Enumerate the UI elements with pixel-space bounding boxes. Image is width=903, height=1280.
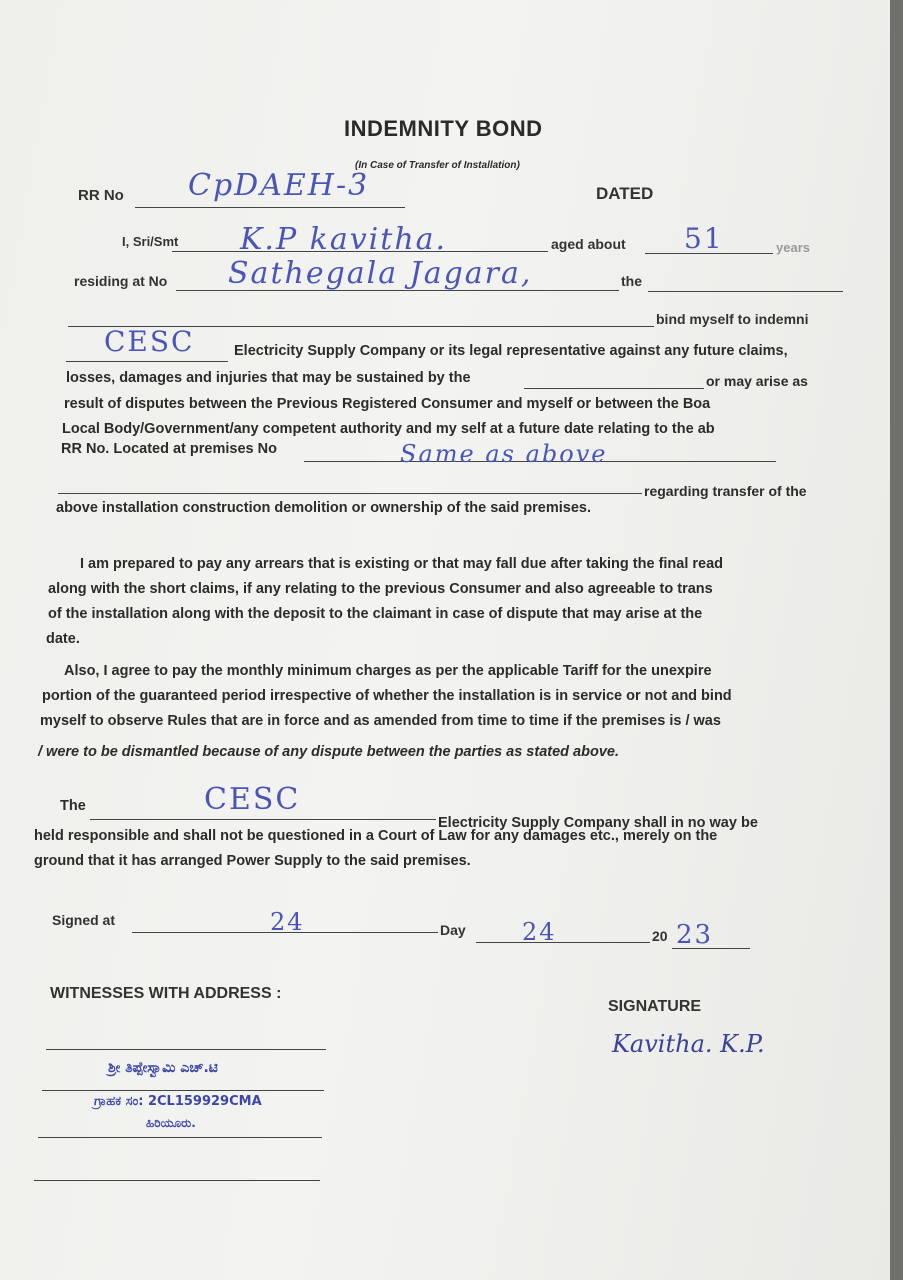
para1-blank — [524, 388, 704, 389]
page-subtitle: (In Case of Transfer of Installation) — [355, 160, 520, 171]
residing-value: Sathegala Jagara, — [228, 256, 533, 291]
para1-line5: RR No. Located at premises No — [61, 441, 277, 457]
para3-line1: Also, I agree to pay the monthly minimum charges as per the applicable Tariff for the unexpire — [64, 663, 712, 679]
para3-line3: myself to observe Rules that are in force and as amended from time to time if the premises is / was — [40, 713, 721, 729]
day-line — [476, 942, 650, 943]
bind-label: bind myself to indemni — [656, 311, 809, 327]
blank-line-2 — [58, 493, 642, 494]
rr-no-label: RR No — [78, 187, 124, 204]
witness-line-1 — [46, 1049, 326, 1050]
para2-line3: of the installation along with the deposit to the claimant in case of dispute that may arise at the — [48, 606, 703, 622]
company-line-2 — [90, 819, 436, 820]
para1-line3: result of disputes between the Previous Registered Consumer and myself or between the Boa — [64, 396, 711, 412]
year-prefix: 20 — [652, 928, 668, 944]
para1-line4: Local Body/Government/any competent authority and my self at a future date relating to the ab — [62, 421, 715, 437]
rr-no-line — [135, 207, 405, 208]
name-label: I, Sri/Smt — [122, 234, 179, 249]
witness-stamp-place: ಹಿರಿಯೂರು. — [146, 1116, 196, 1130]
company-value-2: CESC — [204, 782, 301, 817]
day-label: Day — [440, 922, 466, 938]
years-label: years — [776, 240, 810, 255]
para1-line2b: or may arise as — [706, 373, 808, 389]
para3-line4: / were to be dismantled because of any dispute between the parties as stated above. — [38, 744, 619, 760]
page-title: INDEMNITY BOND — [344, 116, 543, 141]
signed-at-value: 24 — [270, 908, 305, 936]
para4-line1: Electricity Supply Company shall in no way be — [438, 815, 758, 831]
para1-line7: above installation construction demolition or ownership of the said premises. — [56, 500, 591, 516]
signature-value: Kavitha. K.P. — [612, 1030, 765, 1058]
signature-heading: SIGNATURE — [608, 998, 702, 1015]
company-value-1: CESC — [104, 325, 195, 358]
witnesses-heading: WITNESSES WITH ADDRESS : — [50, 985, 282, 1002]
witness-line-2 — [42, 1090, 324, 1091]
age-value: 51 — [684, 222, 724, 255]
witness-stamp-name: ಶ್ರೀ ತಿಪ್ಪೇಸ್ವಾಮಿ ಎಚ್.ಟಿ — [108, 1060, 218, 1076]
para2-line2: along with the short claims, if any relating to the previous Consumer and also agreeable to trans — [48, 581, 713, 597]
para1-line2a: losses, damages and injuries that may be sustained by the — [66, 370, 471, 386]
signed-at-label: Signed at — [52, 912, 116, 928]
the-line — [648, 291, 843, 292]
para1-line6: regarding transfer of the — [644, 483, 807, 499]
dated-label: DATED — [596, 184, 654, 203]
para3-line2: portion of the guaranteed period irrespective of whether the installation is in service or not and bind — [42, 688, 732, 704]
para4-line2: held responsible and shall not be questioned in a Court of Law for any damages etc., merely on the — [34, 828, 718, 844]
para1-line1: Electricity Supply Company or its legal representative against any future claims, — [234, 343, 788, 359]
witness-stamp-id: ಗ್ರಾಹಕ ಸಂ: 2CL159929CMA — [94, 1094, 262, 1109]
aged-label: aged about — [551, 236, 626, 252]
para2-line1: I am prepared to pay any arrears that is existing or that may fall due after taking the final read — [80, 556, 724, 572]
year-value: 23 — [676, 920, 714, 950]
para2-line4: date. — [46, 631, 80, 647]
para4-the-label: The — [60, 798, 86, 814]
residing-label: residing at No — [74, 273, 168, 289]
para4-line3: ground that it has arranged Power Supply to the said premises. — [34, 853, 471, 869]
day-value: 24 — [522, 918, 557, 946]
rr-no-value: CpDAEH-3 — [188, 168, 370, 203]
the-label: the — [621, 273, 642, 289]
company-line-1 — [66, 361, 228, 362]
name-value: K.P kavitha. — [240, 222, 448, 257]
premises-value: Same as above — [400, 440, 608, 468]
witness-line-3 — [38, 1137, 322, 1138]
witness-line-4 — [34, 1180, 320, 1181]
